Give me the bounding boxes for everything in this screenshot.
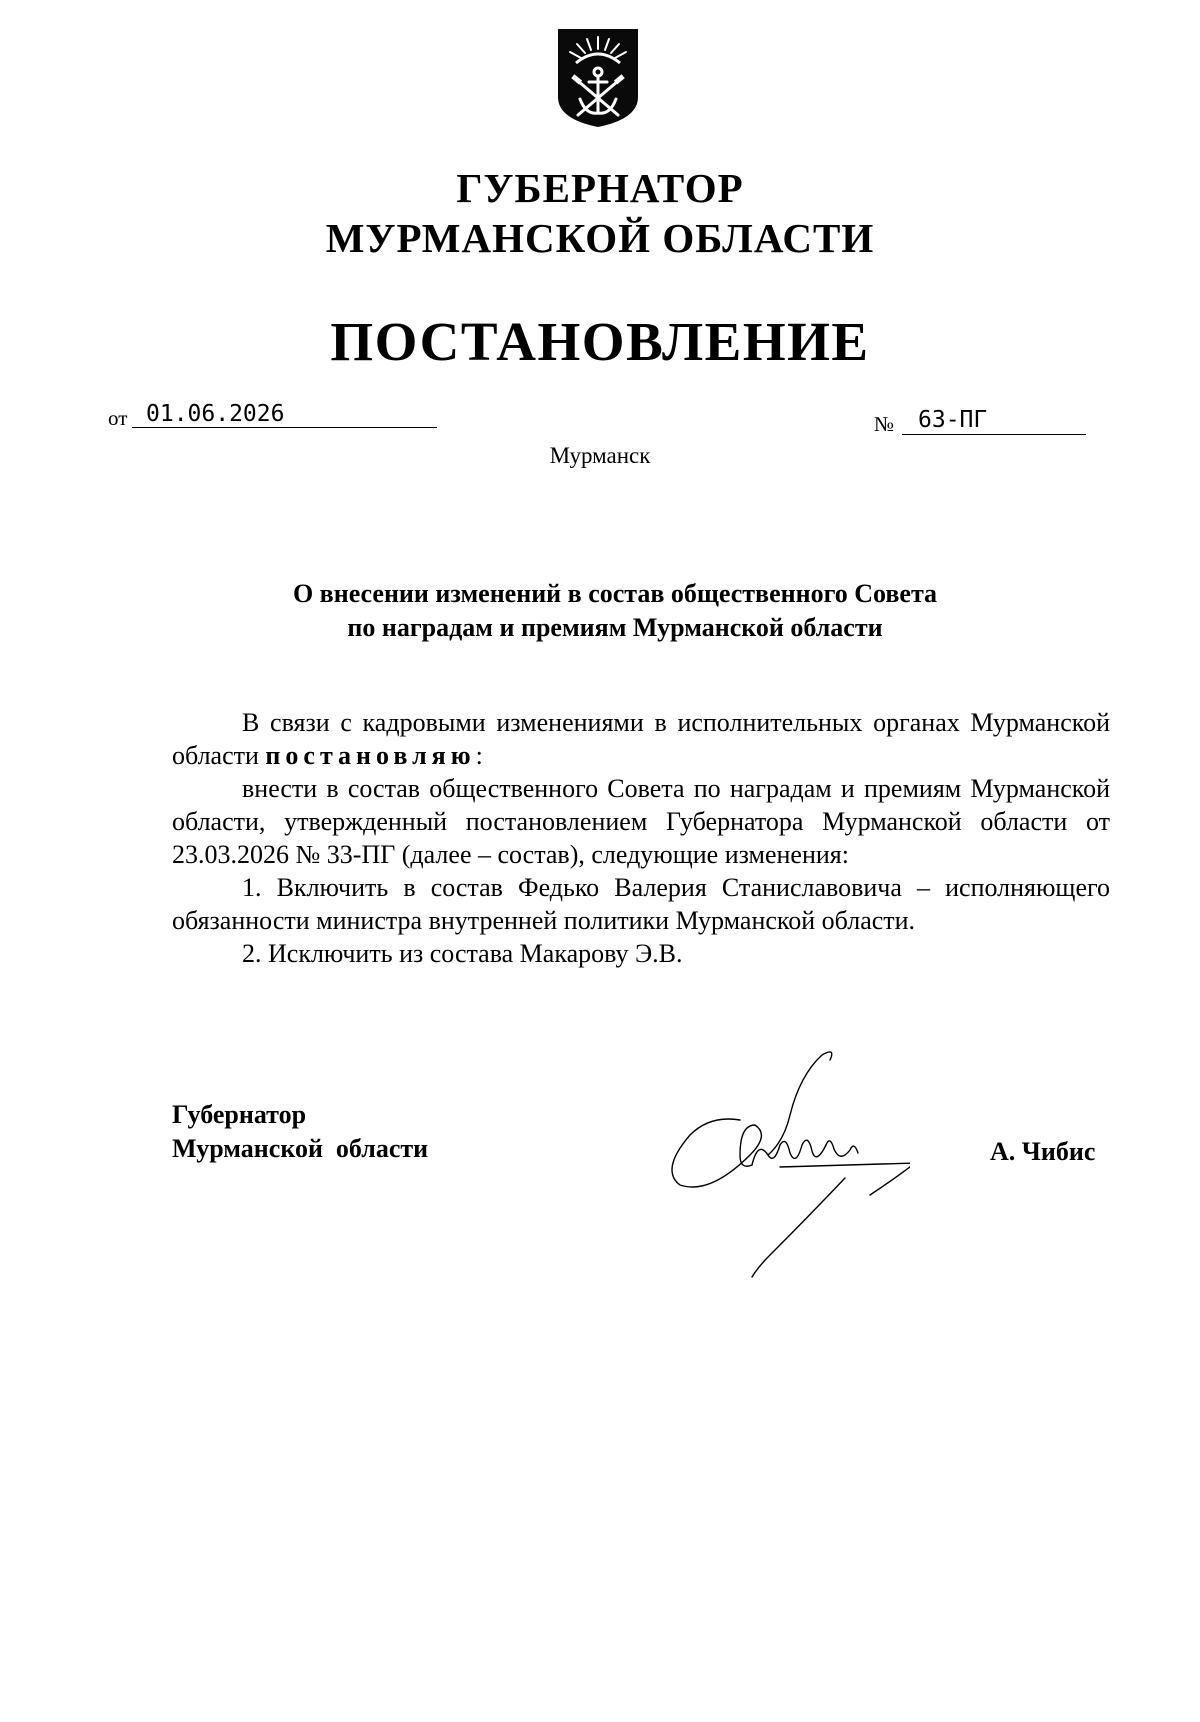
body-item-2: 2. Исключить из состава Макарову Э.В. <box>242 939 683 968</box>
document-number: 63-ПГ <box>902 405 1086 435</box>
document-subject <box>170 577 1060 645</box>
handwritten-signature-icon <box>640 1045 910 1285</box>
subject-line1: О внесении изменений в состав общественного Совета <box>292 579 938 608</box>
document-date: 01.06.2026 <box>132 400 437 428</box>
authority-title-line1: ГУБЕРНАТОР <box>456 165 744 211</box>
body-paragraph-preamble <box>172 706 1110 772</box>
resolution-keyword: постановляю <box>265 741 476 770</box>
document-city: Мурманск <box>549 443 651 468</box>
document-body <box>172 706 1110 970</box>
authority-title-line2: МУРМАНСКОЙ ОБЛАСТИ <box>325 215 875 261</box>
body-paragraph-amendment: внести в состав общественного Совета по наградам и премиям Мурманской области, утвержденный постановлением Губернатора Мурманской области от 23.03.2026 № 33-ПГ (далее – состав), следующие изменения: <box>172 774 1110 869</box>
document-type-title: ПОСТАНОВЛЕНИЕ <box>330 311 870 372</box>
date-prefix: от <box>108 406 128 430</box>
signer-name: А. Чибис <box>990 1137 1096 1166</box>
signatory-title-line2: Мурманской области <box>172 1134 429 1163</box>
preamble-text: В связи с кадровыми изменениями в исполнительных органах Мурманской области <box>172 708 1110 770</box>
preamble-end: : <box>475 741 483 770</box>
murmansk-coat-of-arms-icon <box>556 27 640 129</box>
signatory-title <box>172 1098 428 1166</box>
body-item-1: 1. Включить в состав Федько Валерия Станиславовича – исполняющего обязанности министра внутренней политики Мурманской области. <box>172 873 1110 935</box>
number-prefix: № <box>874 412 895 436</box>
subject-line2: по наградам и премиям Мурманской области <box>347 613 883 642</box>
signatory-title-line1: Губернатор <box>172 1100 307 1129</box>
